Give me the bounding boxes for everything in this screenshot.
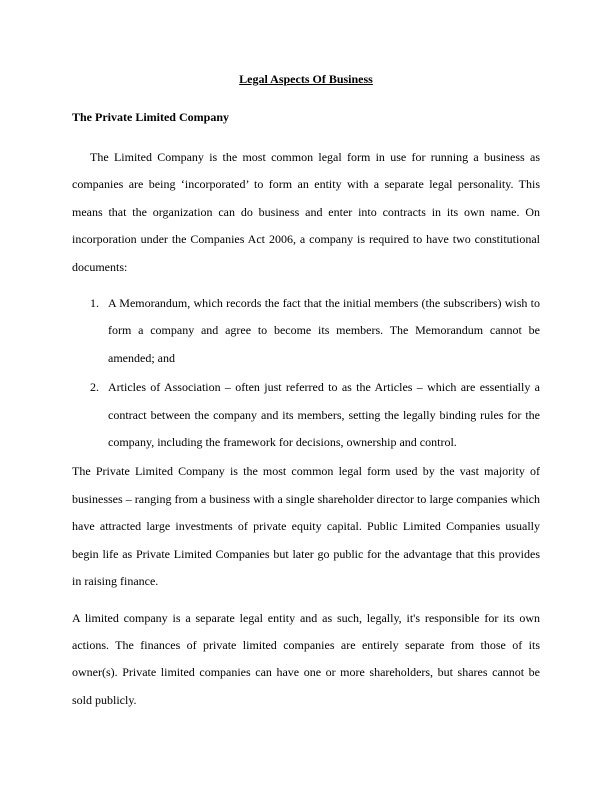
- body-paragraph-legal-entity: A limited company is a separate legal entity and as such, legally, it's responsible for its own actions. The finances of private limited companies are entirely separate from those of its owner(s). Private limited companies can have one or more shareholders, but shares cannot be sold publicly.: [72, 610, 540, 707]
- intro-paragraph: The Limited Company is the most common legal form in use for running a business as companies are being ‘incorporated’ to form an entity with a separate legal personality. This means that the organization can do business and enter into contracts in its own name. On incorporation under the Companies Act 2006, a company is required to have two constitutional documents:: [72, 150, 540, 274]
- list-item-number: 1.: [90, 296, 99, 311]
- document-title: Legal Aspects Of Business: [239, 72, 373, 86]
- list-item-number: 2.: [90, 380, 99, 395]
- list-item-text: Articles of Association – often just referred to as the Articles – which are essentially a contract between the company and its members, setting the legally binding rules for the company, including the framework for decisions, ownership and control.: [108, 380, 540, 450]
- document-body: [72, 70, 540, 723]
- constitutional-documents-list: [72, 290, 540, 456]
- list-item: [72, 290, 540, 372]
- list-item: [72, 374, 540, 456]
- section-heading: The Private Limited Company: [72, 110, 229, 124]
- list-item-text: A Memorandum, which records the fact that the initial members (the subscribers) wish to form a company and agree to become its members. The Memorandum cannot be amended; and: [108, 296, 540, 365]
- body-paragraph-private-limited: The Private Limited Company is the most common legal form used by the vast majority of businesses – ranging from a business with a single shareholder director to large companies which have attracted large investments of private equity capital. Public Limited Companies usually begin life as Private Limited Companies but later go public for the advantage that this provides in raising finance.: [72, 464, 540, 589]
